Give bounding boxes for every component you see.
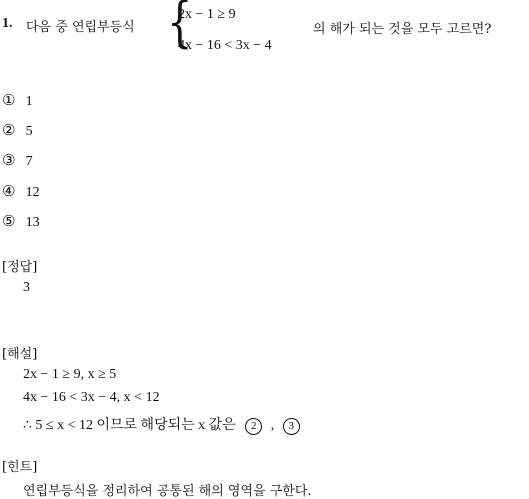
hint-label: [힌트] (2, 460, 38, 475)
question-number: 1. (2, 16, 13, 31)
option-1-mark: ① (2, 91, 16, 109)
solution-line-1: 2x − 1 ≥ 9, x ≥ 5 (23, 367, 117, 382)
solution-label: [해설] (2, 347, 38, 362)
circled-answer-3: 3 (283, 418, 300, 435)
question-prefix: 다음 중 연립부등식 (26, 20, 135, 35)
question-suffix: 의 해가 되는 것을 모두 고르면? (313, 22, 492, 37)
option-2-mark: ② (2, 121, 16, 139)
option-5[interactable] (2, 212, 40, 231)
inequality-line-2: 4x − 16 < 3x − 4 (178, 38, 272, 53)
option-3[interactable] (2, 151, 33, 170)
answer-value: 3 (23, 280, 30, 295)
option-2-value: 5 (25, 124, 33, 139)
option-5-value: 13 (25, 215, 40, 230)
solution-line-3 (23, 414, 300, 435)
option-4[interactable] (2, 182, 40, 201)
system-brace: { (167, 0, 193, 55)
option-4-mark: ④ (2, 182, 16, 200)
inequality-line-1: 2x − 1 ≥ 9 (178, 7, 236, 22)
hint-text: 연립부등식을 정리하여 공통된 해의 영역을 구한다. (23, 484, 312, 499)
circled-answer-2: 2 (245, 418, 262, 435)
answer-separator: , (270, 418, 275, 433)
option-3-value: 7 (25, 154, 33, 169)
solution-conclusion: ∴ 5 ≤ x < 12 이므로 해당되는 x 값은 (23, 418, 236, 433)
answer-label: [정답] (2, 260, 38, 275)
option-2[interactable] (2, 121, 33, 140)
option-1[interactable] (2, 91, 33, 110)
option-3-mark: ③ (2, 151, 16, 169)
option-1-value: 1 (25, 94, 33, 109)
solution-line-2: 4x − 16 < 3x − 4, x < 12 (23, 390, 160, 405)
option-5-mark: ⑤ (2, 212, 16, 230)
option-4-value: 12 (25, 185, 40, 200)
